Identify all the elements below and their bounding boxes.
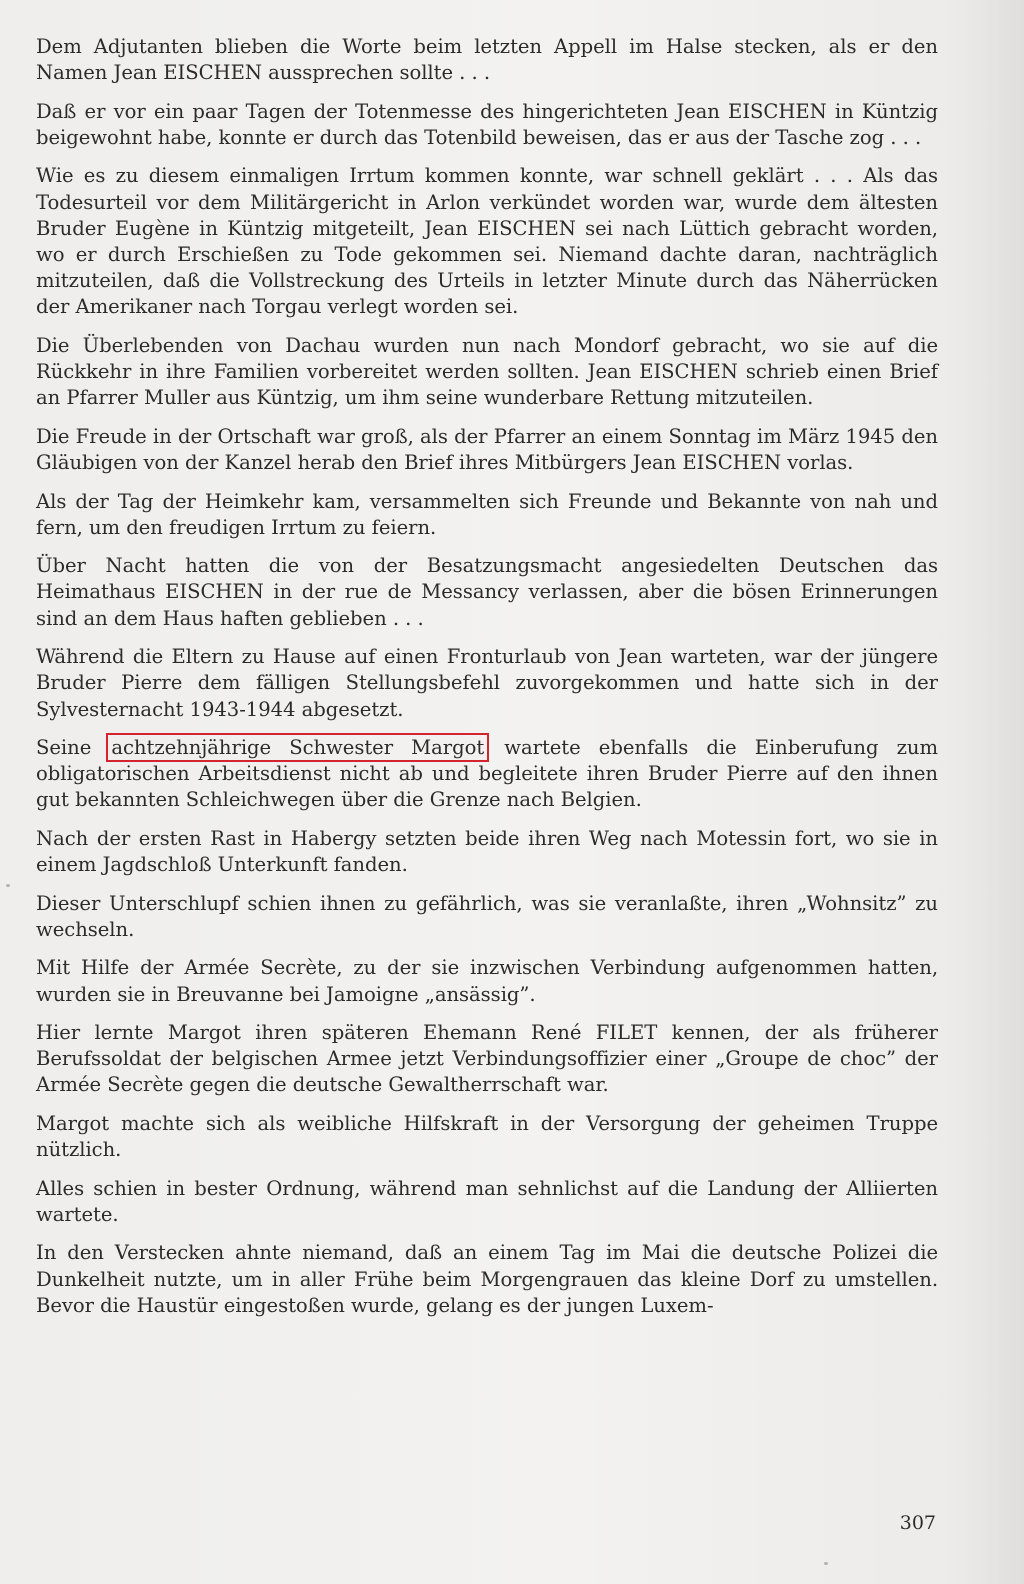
scan-speck: [6, 884, 10, 887]
paragraph-12: Mit Hilfe der Armée Secrète, zu der sie inzwischen Verbindung aufgenommen hatten, wurden sie in Breuvanne bei Jamoigne „ansässig”.: [36, 956, 938, 1006]
highlighted-phrase[interactable]: achtzehnjährige Schwester Margot: [111, 736, 485, 760]
paragraph-10: Nach der ersten Rast in Habergy setzten beide ihren Weg nach Motessin fort, wo sie in einem Jagdschloß Unterkunft fanden.: [36, 826, 938, 877]
paragraph-2: Daß er vor ein paar Tagen der Totenmesse des hingerichteten Jean EISCHEN in Küntzig beigewohnt habe, konnte er durch das Totenbild beweisen, das er aus der Tasche zog . . .: [36, 99, 938, 149]
paragraph-8: Während die Eltern zu Hause auf einen Fronturlaub von Jean warteten, war der jüngere Bruder Pierre dem fälligen Stellungsbefehl zuvorgekommen und hatte sich in der Sylvesternacht 1943-1944 abgesetzt.: [36, 645, 938, 721]
paragraph-11: Dieser Unterschlupf schien ihnen zu gefährlich, was sie veranlaßte, ihren „Wohnsitz” zu wechseln.: [36, 891, 938, 941]
page-number: 307: [899, 1512, 936, 1534]
paragraph-9-before: Seine: [36, 736, 110, 760]
paragraph-3: Wie es zu diesem einmaligen Irrtum kommen konnte, war schnell geklärt . . . Als das Todesurteil vor dem Militärgericht in Arlon verkündet worden war, wurde dem ältesten Bruder Eugène in Küntzig mitgeteilt, Jean EISCHEN sei nach Lüttich gebracht worden, wo er durch Erschießen zu Tode gekommen sei. Niemand dachte daran, nachträglich mitzuteilen, daß die Vollstreckung des Urteils in letzter Minute durch das Näherrücken der Amerikaner nach Torgau verlegt worden sei.: [36, 164, 938, 319]
paragraph-14: Margot machte sich als weibliche Hilfskraft in der Versorgung der geheimen Truppe nützlich.: [36, 1111, 938, 1162]
page-gutter-shadow: [954, 0, 1024, 1584]
paragraph-13: Hier lernte Margot ihren späteren Ehemann René FILET kennen, der als früherer Berufssoldat der belgischen Armee jetzt Verbindungsoffizier einer „Groupe de choc” der Armée Secrète gegen die deutsche Gewaltherrschaft war.: [36, 1021, 938, 1097]
paragraph-16: In den Verstecken ahnte niemand, daß an einem Tag im Mai die deutsche Polizei die Dunkelheit nutzte, um in aller Frühe beim Morgengrauen das kleine Dorf zu umstellen. Bevor die Haustür eingestoßen wurde, gelang es der jungen Luxem-: [36, 1241, 938, 1317]
paragraph-4: Die Überlebenden von Dachau wurden nun nach Mondorf gebracht, wo sie auf die Rückkehr in ihre Familien vorbereitet werden sollten. Jean EISCHEN schrieb einen Brief an Pfarrer Muller aus Küntzig, um ihm seine wunderbare Rettung mitzuteilen.: [36, 333, 938, 410]
paragraph-5: Die Freude in der Ortschaft war groß, als der Pfarrer an einem Sonntag im März 1945 den Gläubigen von der Kanzel herab den Brief ihres Mitbürgers Jean EISCHEN vorlas.: [36, 424, 938, 475]
paragraph-7: Über Nacht hatten die von der Besatzungsmacht angesiedelten Deutschen das Heimathaus EISCHEN in der rue de Messancy verlassen, aber die bösen Erinnerungen sind an dem Haus haften geblieben . . .: [36, 554, 938, 630]
paragraph-1: Dem Adjutanten blieben die Worte beim letzten Appell im Halse stecken, als er den Namen Jean EISCHEN aussprechen sollte . . .: [36, 35, 938, 85]
scan-speck: [824, 1562, 828, 1565]
paragraph-9-highlighted: [36, 735, 938, 814]
paragraph-15: Alles schien in bester Ordnung, während man sehnlichst auf die Landung der Alliierten wartete.: [36, 1176, 938, 1226]
paragraph-6: Als der Tag der Heimkehr kam, versammelten sich Freunde und Bekannte von nah und fern, um den freudigen Irrtum zu feiern.: [36, 489, 938, 539]
paragraph-9-after: wartete ebenfalls die Einberufung zum obligatorischen Arbeitsdienst nicht ab und begleitete ihren Bruder Pierre auf den ihnen gut bekannten Schleichwegen über die Grenze nach Belgien.: [36, 736, 938, 812]
body-text: [36, 34, 938, 1331]
